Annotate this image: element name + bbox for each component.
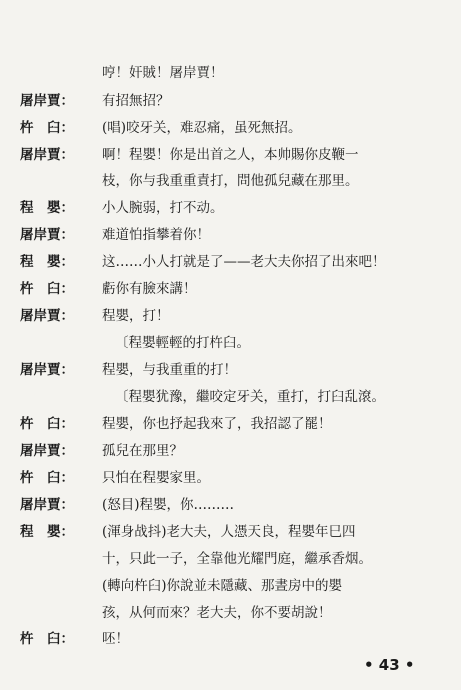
speaker-name: 屠岸賈： (20, 362, 74, 378)
dialogue-line (20, 224, 210, 246)
dialogue-line (20, 521, 356, 543)
dialogue-text: 有招無招？ (102, 93, 170, 109)
dialogue-text: (渾身战抖)老大夫，人憑天良，程嬰年巳四 (102, 524, 356, 540)
speaker-name: 杵 臼： (20, 416, 74, 432)
dialogue-text: (轉向杵臼)你說並未隱藏、那晝房中的嬰 (102, 578, 343, 594)
dialogue-text: 难道怕指攀着你！ (102, 227, 210, 243)
dialogue-text: 枝，你与我重重責打，問他孤兒藏在那里。 (102, 173, 359, 189)
stage-direction (115, 386, 385, 408)
dialogue-line (20, 440, 183, 462)
dialogue-text: 虧你有臉來講！ (102, 281, 197, 297)
dialogue-text: (怒目)程嬰，你……… (102, 497, 235, 513)
dialogue-line (20, 359, 237, 381)
stage-direction (115, 332, 250, 354)
stage-direction-text: 〔程嬰輕輕的打杵臼。 (115, 335, 250, 351)
speaker-name: 屠岸賈： (20, 497, 74, 513)
speaker-name: 程 嬰： (20, 524, 74, 540)
dialogue-line (20, 494, 234, 516)
dialogue-line (20, 305, 170, 327)
dialogue-line (20, 467, 210, 489)
dialogue-line (20, 117, 302, 139)
dialogue-text: 小人腕弱，打不动。 (102, 200, 224, 216)
dialogue-continuation (102, 62, 224, 84)
speaker-name: 程 嬰： (20, 254, 74, 270)
dialogue-text: 呸！ (102, 631, 129, 647)
speaker-name: 屠岸賈： (20, 308, 74, 324)
speaker-name: 杵 臼： (20, 281, 74, 297)
dialogue-text: (唱)咬牙关，难忍痛，虽死無招。 (102, 120, 302, 136)
dialogue-text: 程嬰，与我重重的打！ (102, 362, 237, 378)
dialogue-line (20, 197, 224, 219)
dialogue-text: 程嬰，打！ (102, 308, 170, 324)
dialogue-line (20, 278, 197, 300)
dialogue-text: 哼！奸賊！屠岸賈！ (102, 65, 224, 81)
speaker-name: 屠岸賈： (20, 147, 74, 163)
dialogue-text: 只怕在程嬰家里。 (102, 470, 210, 486)
page-number: • 43 • (364, 656, 415, 674)
speaker-name: 杵 臼： (20, 470, 74, 486)
dialogue-line (20, 413, 332, 435)
speaker-name: 程 嬰： (20, 200, 74, 216)
dialogue-line (20, 144, 359, 166)
dialogue-text: 啊！程嬰！你是出首之人，本帅賜你皮鞭一 (102, 147, 359, 163)
dialogue-line (20, 628, 129, 650)
dialogue-line (20, 251, 386, 273)
dialogue-line (20, 90, 170, 112)
stage-direction-text: 〔程嬰犹豫，繼咬定牙关，重打，打臼乱滾。 (115, 389, 385, 405)
dialogue-text: 这……小人打就是了——老大夫你招了出來吧！ (102, 254, 386, 270)
speaker-name: 屠岸賈： (20, 93, 74, 109)
dialogue-continuation (102, 170, 359, 192)
dialogue-continuation (102, 575, 342, 597)
dialogue-text: 十，只此一子，全靠他光耀門庭，繼承香烟。 (102, 551, 372, 567)
speaker-name: 杵 臼： (20, 631, 74, 647)
speaker-name: 屠岸賈： (20, 227, 74, 243)
dialogue-text: 程嬰，你也抒起我來了，我招認了罷！ (102, 416, 332, 432)
dialogue-continuation (102, 548, 372, 570)
dialogue-text: 孤兒在那里？ (102, 443, 183, 459)
speaker-name: 屠岸賈： (20, 443, 74, 459)
dialogue-continuation (102, 602, 332, 624)
dialogue-text: 孩，从何而來？老大夫，你不要胡說！ (102, 605, 332, 621)
speaker-name: 杵 臼： (20, 120, 74, 136)
